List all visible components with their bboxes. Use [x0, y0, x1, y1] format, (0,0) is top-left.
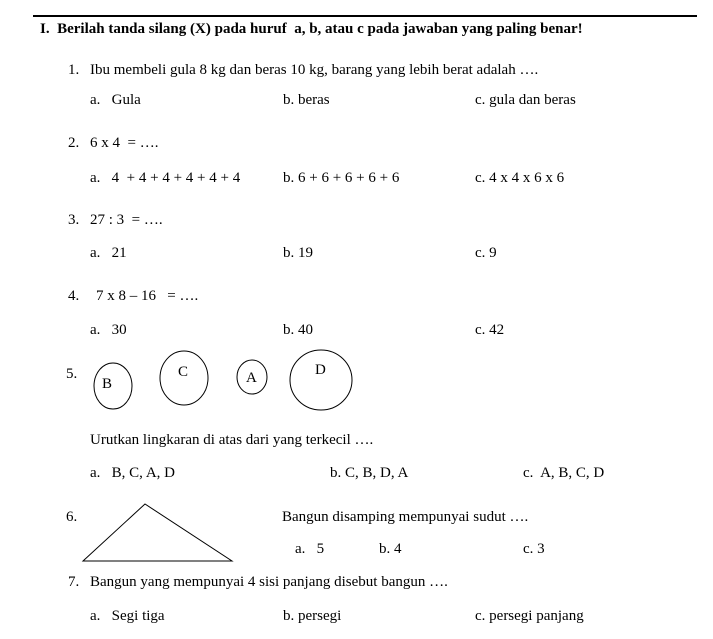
option-a: a. Segi tiga — [90, 608, 165, 624]
option-a: a. Gula — [90, 92, 141, 108]
option-a: a. 21 — [90, 245, 127, 261]
option-c: c. A, B, C, D — [523, 465, 605, 481]
question-text: 6 x 4 = …. — [90, 135, 159, 151]
instruction-heading: I. Berilah tanda silang (X) pada huruf a, b, atau c pada jawaban yang paling benar! — [40, 21, 583, 37]
question-text: Bangun yang mempunyai 4 sisi panjang disebut bangun …. — [90, 574, 448, 590]
option-b: b. 4 — [379, 541, 402, 557]
option-c: c. gula dan beras — [475, 92, 576, 108]
option-c: c. 3 — [523, 541, 545, 557]
option-b: b. beras — [283, 92, 330, 108]
circle-label-b: B — [102, 376, 113, 392]
option-c: c. persegi panjang — [475, 608, 584, 624]
option-a: a. 4 + 4 + 4 + 4 + 4 + 4 — [90, 170, 241, 186]
option-c: c. 9 — [475, 245, 497, 261]
option-a: a. 5 — [295, 541, 325, 557]
question-number: 7. — [68, 574, 80, 590]
option-c: c. 4 x 4 x 6 x 6 — [475, 170, 565, 186]
circle-label-a: A — [246, 370, 257, 386]
question-text: 27 : 3 = …. — [90, 212, 163, 228]
circle-d — [290, 350, 352, 410]
option-b: b. persegi — [283, 608, 342, 624]
circle-label-d: D — [315, 362, 326, 378]
question-text: Urutkan lingkaran di atas dari yang terkecil …. — [90, 432, 374, 448]
option-a: a. B, C, A, D — [90, 465, 176, 481]
triangle-shape — [83, 504, 232, 561]
question-text: 7 x 8 – 16 = …. — [96, 288, 199, 304]
question-number: 1. — [68, 62, 80, 78]
option-a: a. 30 — [90, 322, 127, 338]
option-c: c. 42 — [475, 322, 505, 338]
question-number: 5. — [66, 366, 78, 382]
option-b: b. C, B, D, A — [330, 465, 409, 481]
question-number: 2. — [68, 135, 80, 151]
option-b: b. 6 + 6 + 6 + 6 + 6 — [283, 170, 400, 186]
circle-b — [94, 363, 132, 409]
question-number: 4. — [68, 288, 80, 304]
circle-label-c: C — [178, 364, 189, 380]
option-b: b. 19 — [283, 245, 313, 261]
question-text: Bangun disamping mempunyai sudut …. — [282, 509, 529, 525]
question-number: 6. — [66, 509, 78, 525]
question-number: 3. — [68, 212, 80, 228]
option-b: b. 40 — [283, 322, 313, 338]
question-text: Ibu membeli gula 8 kg dan beras 10 kg, barang yang lebih berat adalah …. — [90, 62, 539, 78]
